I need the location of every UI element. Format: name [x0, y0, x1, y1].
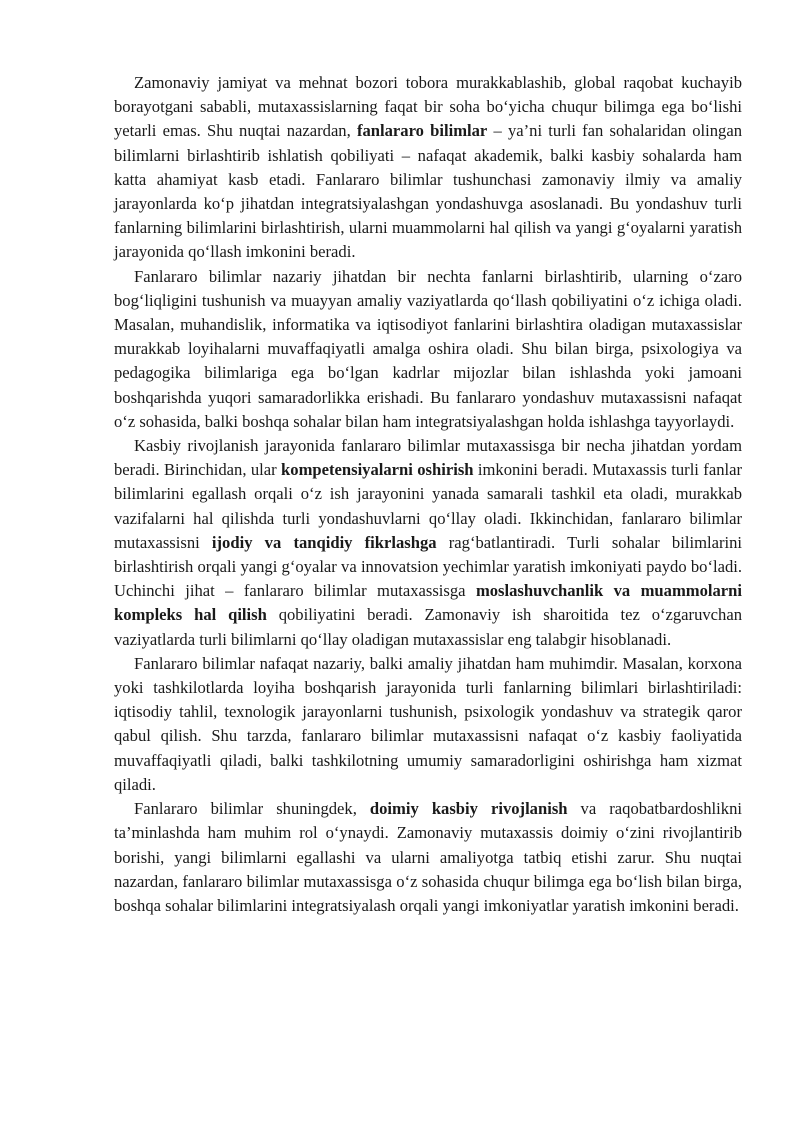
bold-term-doimiy-kasbiy-rivojlanish: doimiy kasbiy rivojlanish — [369, 799, 568, 819]
text-run: Zamonaviy jamiyat va mehnat bozori tobora murakkablashib, global raqobat kuchayib borayotgani sababli, mutaxassislarning faqat bir soha bo‘yicha chuqur bilimga ega bo‘lishi yetarli emas. Shu nuqtai nazardan, — [114, 73, 742, 141]
paragraph-5 — [114, 797, 742, 918]
bold-term-ijodiy-fikrlash: ijodiy va tanqidiy fikrlashga — [211, 532, 437, 552]
text-run: – ya’ni turli fan sohalaridan olingan bilimlarni birlashtirib ishlatish qobiliyati – nafaqat akademik, balki kasbiy sohalarda ham katta ahamiyat kasb etadi. Fanlararo bilimlar tushunchasi zamonaviy ilmiy va amaliy jarayonlarda ko‘p jihatdan integratsiyalashgan yondashuvga asoslanadi. Bu yondashuv turli fanlarning bilimlarini birlashtirish, ularni muammolarni hal qilish va yangi g‘oyalarni yaratish jarayonida qo‘llash imkonini beradi. — [114, 121, 742, 262]
paragraph-1 — [114, 71, 742, 265]
paragraph-2 — [114, 265, 742, 434]
text-run: Fanlararo bilimlar shuningdek, — [134, 799, 370, 819]
document-page — [114, 71, 742, 918]
text-run: Kasbiy rivojlanish jarayonida fanlararo bilimlar mutaxassisga bir necha jihatdan yordam beradi. Birinchidan, ular — [114, 436, 742, 480]
paragraph-4 — [114, 652, 742, 797]
bold-term-kompetensiyalarni-oshirish: kompetensiyalarni oshirish — [281, 460, 474, 480]
text-run: va raqobatbardoshlikni ta’minlashda ham muhim rol o‘ynaydi. Zamonaviy mutaxassis doimiy o‘zini rivojlantirib borishi, yangi bilimlarni egallashi va ularni amaliyotga tatbiq etishi zarur. Shu nuqtai nazardan, fanlararo bilimlar mutaxassisga o‘z sohasida chuqur bilimga ega bo‘lish bilan birga, boshqa sohalar bilimlarini integratsiyalash orqali yangi imkoniyatlar yaratish imkonini beradi. — [114, 799, 742, 915]
text-run: qobiliyatini beradi. Zamonaviy ish sharoitida tez o‘zgaruvchan vaziyatlarda turli bilimlarni qo‘llay oladigan mutaxassislar eng talabgir hisoblanadi. — [114, 605, 742, 649]
text-run: imkonini beradi. Mutaxassis turli fanlar bilimlarini egallash orqali o‘z ish jarayonini yanada samarali tashkil eta oladi, murakkab vazifalarni hal qilishda turli yondashuvlarni qo‘llay oladi. Ikkinchidan, fanlararo bilimlar mutaxassisni — [114, 460, 742, 552]
bold-term-fanlararo-bilimlar: fanlararo bilimlar — [356, 121, 488, 141]
text-run: Fanlararo bilimlar nazariy jihatdan bir nechta fanlarni birlashtirib, ularning o‘zaro bog‘liqligini tushunish va muayyan amaliy vaziyatlarda qo‘llash qobiliyatini o‘z ichiga oladi. Masalan, muhandislik, informatika va iqtisodiyot fanlarini birlashtira oladigan mutaxassislar murakkab loyihalarni muvaffaqiyatli amalga oshira oladi. Shu bilan birga, psixologiya va pedagogika bilimlariga ega bo‘lgan kadrlar mijozlar bilan ishlashda yoki jamoani boshqarishda yuqori samaradorlikka erishadi. Bu fanlararo yondashuv mutaxassisni nafaqat o‘z sohasida, balki boshqa sohalar bilan ham integratsiyalashgan holda ishlashga tayyorlaydi. — [114, 266, 742, 431]
text-run: rag‘batlantiradi. Turli sohalar bilimlarini birlashtirish orqali yangi g‘oyalar va innovatsion yechimlar yaratish imkoniyati paydo bo‘ladi. Uchinchi jihat – fanlararo bilimlar mutaxassisga — [114, 532, 742, 601]
text-run: Fanlararo bilimlar nafaqat nazariy, balki amaliy jihatdan ham muhimdir. Masalan, korxona yoki tashkilotlarda loyiha boshqarish jarayonida turli fanlarning bilimlari birlashtiriladi: iqtisodiy tahlil, texnologik jarayonlarni tushunish, psixologik yondashuv va strategik qaror qabul qilish. Shu tarzda, fanlararo bilimlar mutaxassisni nafaqat o‘z kasbiy faoliyatida muvaffaqiyatli qiladi, balki tashkilotning umumiy samaradorligini oshirishga ham xizmat qiladi. — [114, 653, 742, 794]
paragraph-3 — [114, 434, 742, 652]
bold-term-moslashuvchanlik: moslashuvchanlik va muammolarni kompleks hal qilish — [114, 581, 743, 625]
